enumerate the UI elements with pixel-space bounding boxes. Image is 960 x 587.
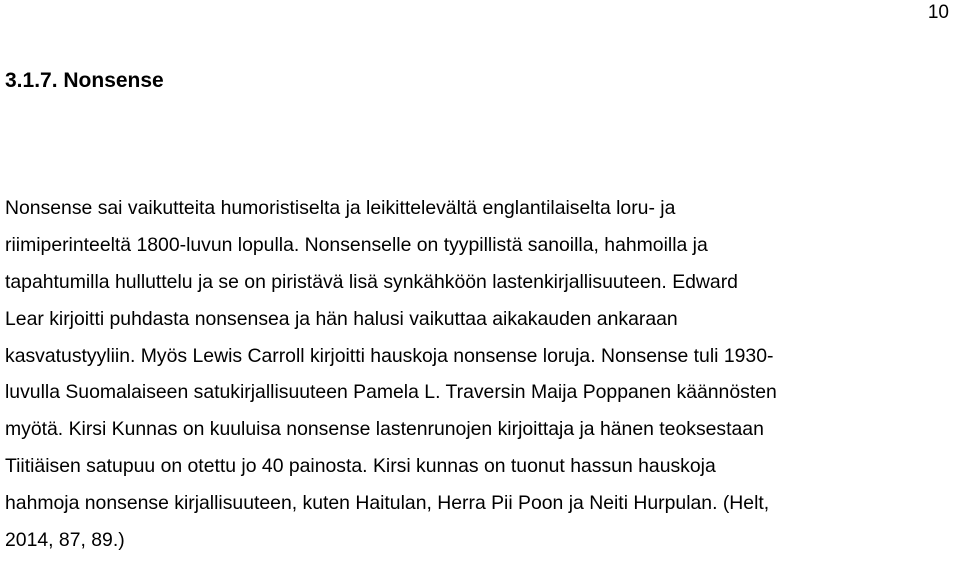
paragraph-line: riimiperinteeltä 1800-luvun lopulla. Nonsenselle on tyypillistä sanoilla, hahmoilla ja (5, 233, 708, 256)
paragraph-line: Lear kirjoitti puhdasta nonsensea ja hän halusi vaikuttaa aikakauden ankaraan (5, 307, 678, 330)
body-paragraph (5, 190, 950, 559)
paragraph-line: luvulla Suomalaiseen satukirjallisuuteen Pamela L. Traversin Maija Poppanen käännösten (5, 381, 777, 404)
paragraph-line: 2014, 87, 89.) (5, 529, 125, 552)
paragraph-line: tapahtumilla hulluttelu ja se on piristävä lisä synkähköön lastenkirjallisuuteen. Edward (5, 270, 738, 293)
page-number: 10 (927, 2, 949, 23)
paragraph-line: myötä. Kirsi Kunnas on kuuluisa nonsense lastenrunojen kirjoittaja ja hänen teoksestaan (5, 418, 764, 441)
section-heading: 3.1.7. Nonsense (5, 69, 164, 92)
paragraph-line: Tiitiäisen satupuu on otettu jo 40 painosta. Kirsi kunnas on tuonut hassun hauskoja (5, 455, 716, 478)
paragraph-line: Nonsense sai vaikutteita humoristiselta ja leikittelevältä englantilaiselta loru- ja (5, 197, 676, 219)
paragraph-line: hahmoja nonsense kirjallisuuteen, kuten Haitulan, Herra Pii Poon ja Neiti Hurpulan. (Helt, (5, 492, 770, 515)
paragraph-line: kasvatustyyliin. Myös Lewis Carroll kirjoitti hauskoja nonsense loruja. Nonsense tuli 1930- (5, 344, 774, 367)
